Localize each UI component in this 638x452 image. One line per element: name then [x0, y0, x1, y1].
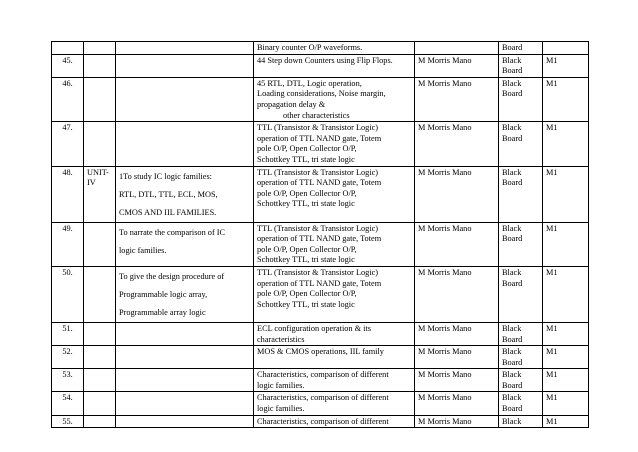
teaching-aid-cell: [499, 322, 543, 345]
teaching-aid-cell-line: Board: [502, 178, 523, 188]
unit-cell: UNIT-IV: [84, 166, 116, 222]
row-number-cell: 47.: [52, 122, 84, 166]
teaching-aid-cell: [499, 346, 543, 369]
topic-cell: [254, 77, 415, 121]
teaching-aid-cell-line: Black: [502, 393, 522, 403]
author-cell: M Morris Mano: [415, 54, 499, 77]
objective-cell: [116, 322, 254, 345]
topic-cell-line: TTL (Transistor & Transistor Logic): [257, 123, 379, 133]
objective-cell-line: To narrate the comparison of IC: [119, 227, 226, 237]
topic-cell: [254, 369, 415, 392]
author-cell: M Morris Mano: [415, 322, 499, 345]
author-cell: M Morris Mano: [415, 415, 499, 428]
topic-cell: [254, 122, 415, 166]
objective-cell: [116, 346, 254, 369]
reference-cell: M1: [543, 322, 589, 345]
author-cell: M Morris Mano: [415, 122, 499, 166]
reference-cell: M1: [543, 222, 589, 266]
objective-cell-line: CMOS AND IIL FAMILIES.: [119, 207, 217, 217]
row-number-cell: 53.: [52, 369, 84, 392]
teaching-aid-cell-line: Board: [502, 89, 523, 99]
row-number-cell: 50.: [52, 266, 84, 322]
lesson-plan-table: [51, 41, 589, 428]
row-number-cell: 49.: [52, 222, 84, 266]
topic-cell-line: operation of TTL NAND gate, Totem: [257, 278, 382, 288]
topic-cell-line: Schottkey TTL, tri state logic: [257, 255, 355, 265]
unit-cell: [84, 266, 116, 322]
unit-cell: [84, 346, 116, 369]
row-number-cell: 46.: [52, 77, 84, 121]
table-row: [52, 322, 589, 345]
topic-cell-line: operation of TTL NAND gate, Totem: [257, 133, 382, 143]
teaching-aid-cell-line: Board: [502, 357, 523, 367]
topic-cell-line: Characteristics, comparison of different: [257, 393, 389, 403]
teaching-aid-cell-line: Black: [502, 78, 522, 88]
table-row: [52, 54, 589, 77]
topic-cell: [254, 222, 415, 266]
author-cell: M Morris Mano: [415, 77, 499, 121]
topic-cell-line: ECL configuration operation & its: [257, 323, 371, 333]
row-number-cell: 55.: [52, 415, 84, 428]
topic-cell: [254, 392, 415, 415]
unit-cell: [84, 322, 116, 345]
topic-cell-line: TTL (Transistor & Transistor Logic): [257, 167, 379, 177]
teaching-aid-cell: [499, 54, 543, 77]
unit-cell: [84, 415, 116, 428]
topic-cell: [254, 415, 415, 428]
objective-cell: [116, 369, 254, 392]
teaching-aid-cell: [499, 392, 543, 415]
topic-cell-line: logic families.: [257, 380, 305, 390]
teaching-aid-cell: [499, 77, 543, 121]
table-row: [52, 77, 589, 121]
teaching-aid-cell: [499, 166, 543, 222]
topic-cell: [254, 322, 415, 345]
reference-cell: M1: [543, 392, 589, 415]
author-cell: M Morris Mano: [415, 346, 499, 369]
objective-cell: [116, 77, 254, 121]
teaching-aid-cell-line: Board: [502, 334, 523, 344]
author-cell: M Morris Mano: [415, 392, 499, 415]
objective-cell-line: To give the design procedure of: [119, 271, 225, 281]
reference-cell: M1: [543, 415, 589, 428]
teaching-aid-cell-line: Board: [502, 43, 523, 52]
objective-cell-line: Programmable logic array,: [119, 289, 208, 299]
topic-cell-line: logic families.: [257, 404, 305, 414]
topic-cell-line: operation of TTL NAND gate, Totem: [257, 234, 382, 244]
author-cell: [415, 42, 499, 55]
teaching-aid-cell-line: Black: [502, 55, 522, 65]
objective-cell-line: 1To study IC logic families:: [119, 171, 212, 181]
table-row: [52, 266, 589, 322]
author-cell: M Morris Mano: [415, 266, 499, 322]
topic-cell-line: pole O/P, Open Collector O/P,: [257, 244, 357, 254]
objective-cell: [116, 415, 254, 428]
teaching-aid-cell: [499, 42, 543, 55]
teaching-aid-cell-line: Board: [502, 234, 523, 244]
table-row: [52, 166, 589, 222]
objective-cell: [116, 166, 254, 222]
topic-cell: [254, 42, 415, 55]
teaching-aid-cell-line: Black: [502, 123, 522, 133]
objective-cell: [116, 54, 254, 77]
objective-cell: [116, 122, 254, 166]
objective-cell: [116, 392, 254, 415]
topic-cell-line: Loading considerations, Noise margin,: [257, 89, 386, 99]
unit-cell: [84, 392, 116, 415]
unit-cell: [84, 54, 116, 77]
objective-cell: [116, 42, 254, 55]
topic-cell: [254, 266, 415, 322]
objective-cell: [116, 222, 254, 266]
topic-cell-line: Characteristics, comparison of different: [257, 370, 389, 380]
reference-cell: M1: [543, 369, 589, 392]
teaching-aid-cell: [499, 122, 543, 166]
unit-cell: [84, 122, 116, 166]
topic-cell: [254, 54, 415, 77]
teaching-aid-cell: [499, 415, 543, 428]
teaching-aid-cell-line: Black: [502, 416, 522, 426]
teaching-aid-cell: [499, 266, 543, 322]
unit-cell: [84, 77, 116, 121]
topic-cell: [254, 346, 415, 369]
objective-cell: [116, 266, 254, 322]
reference-cell: [543, 42, 589, 55]
table-row: [52, 42, 589, 55]
author-cell: M Morris Mano: [415, 369, 499, 392]
teaching-aid-cell-line: Black: [502, 167, 522, 177]
teaching-aid-cell-line: Board: [502, 404, 523, 414]
teaching-aid-cell-line: Board: [502, 278, 523, 288]
unit-cell: [84, 369, 116, 392]
teaching-aid-cell-line: Black: [502, 223, 522, 233]
topic-cell: [254, 166, 415, 222]
topic-cell-line: characteristics: [257, 334, 305, 344]
topic-cell-line: pole O/P, Open Collector O/P,: [257, 289, 357, 299]
table-row: [52, 222, 589, 266]
table-row: [52, 122, 589, 166]
topic-cell-line: pole O/P, Open Collector O/P,: [257, 144, 357, 154]
reference-cell: M1: [543, 77, 589, 121]
topic-cell-line: Characteristics, comparison of different: [257, 416, 389, 426]
objective-cell-line: Programmable array logic: [119, 307, 206, 317]
reference-cell: M1: [543, 122, 589, 166]
objective-cell-line: logic families.: [119, 245, 167, 255]
row-number-cell: [52, 42, 84, 55]
table-row: [52, 392, 589, 415]
topic-cell-line: Schottkey TTL, tri state logic: [257, 299, 355, 309]
objective-cell-line: RTL, DTL, TTL, ECL, MOS,: [119, 189, 218, 199]
teaching-aid-cell: [499, 222, 543, 266]
teaching-aid-cell-line: Board: [502, 66, 523, 76]
lesson-plan-body: [52, 42, 589, 428]
topic-cell-line: operation of TTL NAND gate, Totem: [257, 178, 382, 188]
row-number-cell: 45.: [52, 54, 84, 77]
topic-cell-line: Schottkey TTL, tri state logic: [257, 154, 355, 164]
row-number-cell: 48.: [52, 166, 84, 222]
reference-cell: M1: [543, 54, 589, 77]
table-row: [52, 346, 589, 369]
topic-cell-line: TTL (Transistor & Transistor Logic): [257, 267, 379, 277]
teaching-aid-cell-line: Board: [502, 380, 523, 390]
topic-cell-line: TTL (Transistor & Transistor Logic): [257, 223, 379, 233]
teaching-aid-cell: [499, 369, 543, 392]
reference-cell: M1: [543, 266, 589, 322]
teaching-aid-cell-line: Board: [502, 133, 523, 143]
reference-cell: M1: [543, 166, 589, 222]
teaching-aid-cell-line: Black: [502, 370, 522, 380]
teaching-aid-cell-line: Black: [502, 267, 522, 277]
table-row: [52, 415, 589, 428]
row-number-cell: 52.: [52, 346, 84, 369]
row-number-cell: 51.: [52, 322, 84, 345]
topic-cell-line: MOS & CMOS operations, IIL family: [257, 347, 384, 357]
topic-cell-line: propagation delay &: [257, 99, 326, 109]
topic-cell-line: pole O/P, Open Collector O/P,: [257, 188, 357, 198]
author-cell: M Morris Mano: [415, 166, 499, 222]
topic-cell-line: 45 RTL, DTL, Logic operation,: [257, 78, 362, 88]
row-number-cell: 54.: [52, 392, 84, 415]
topic-cell-line: other characteristics: [283, 110, 350, 120]
reference-cell: M1: [543, 346, 589, 369]
author-cell: M Morris Mano: [415, 222, 499, 266]
teaching-aid-cell-line: Black: [502, 347, 522, 357]
topic-cell-line: Binary counter O/P waveforms.: [257, 43, 363, 52]
unit-cell: [84, 42, 116, 55]
teaching-aid-cell-line: Black: [502, 323, 522, 333]
topic-cell-line: 44 Step down Counters using Flip Flops.: [257, 55, 393, 65]
table-row: [52, 369, 589, 392]
topic-cell-line: Schottkey TTL, tri state logic: [257, 199, 355, 209]
unit-cell: [84, 222, 116, 266]
